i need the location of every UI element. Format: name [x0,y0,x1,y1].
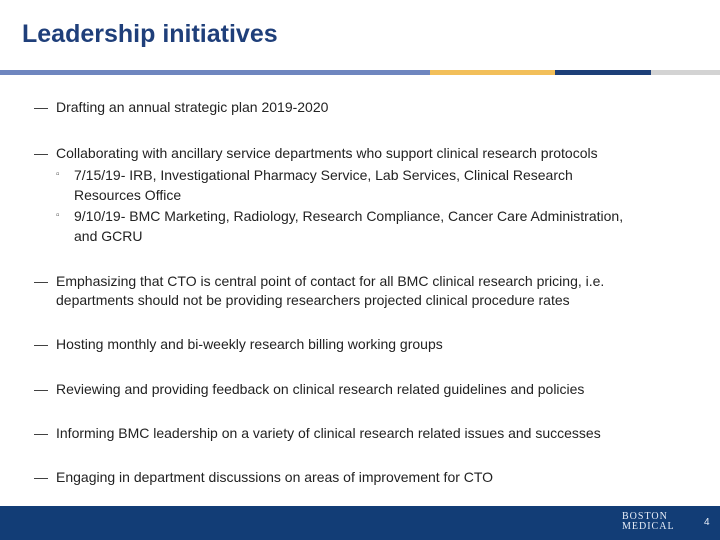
bullet-text: Informing BMC leadership on a variety of clinical research related issues and successes [56,425,601,441]
bullet-text: Reviewing and providing feedback on clinical research related guidelines and policies [56,381,585,397]
dash-bullet-icon: — [34,273,48,289]
bullet-text: departments should not be providing researchers projected clinical procedure rates [56,292,570,308]
header-stripe-navy [555,70,651,75]
header-stripe-gray [651,70,720,75]
sub-bullet-text: 7/15/19- IRB, Investigational Pharmacy Service, Lab Services, Clinical Research [74,167,573,183]
bullet-text: Engaging in department discussions on areas of improvement for CTO [56,469,494,485]
dash-bullet-icon: — [34,145,48,161]
sub-bullet-text: Resources Office [74,187,182,203]
square-bullet-icon: ▫ [56,169,60,180]
dash-bullet-icon: — [34,425,48,441]
page-number: 4 [704,517,710,528]
square-bullet-icon: ▫ [56,210,60,221]
logo-line: BOSTON [622,511,668,522]
dash-bullet-icon: — [34,99,48,115]
dash-bullet-icon: — [34,381,48,397]
dash-bullet-icon: — [34,336,48,352]
bullet-text: Collaborating with ancillary service departments who support clinical research protocols [56,145,598,161]
bullet-text: Emphasizing that CTO is central point of contact for all BMC clinical research pricing, i.e. [56,273,605,289]
slide-title: Leadership initiatives [22,20,278,48]
logo-line: MEDICAL [622,521,675,532]
dash-bullet-icon: — [34,469,48,485]
footer-bar [0,506,720,540]
sub-bullet-text: and GCRU [74,228,143,244]
header-stripe-gold [430,70,555,75]
bullet-text: Hosting monthly and bi-weekly research billing working groups [56,336,443,352]
sub-bullet-text: 9/10/19- BMC Marketing, Radiology, Research Compliance, Cancer Care Administration, [74,208,624,224]
header-stripe-blue [0,70,430,75]
bullet-text: Drafting an annual strategic plan 2019-2020 [56,99,329,115]
boston-medical-logo [622,512,675,532]
